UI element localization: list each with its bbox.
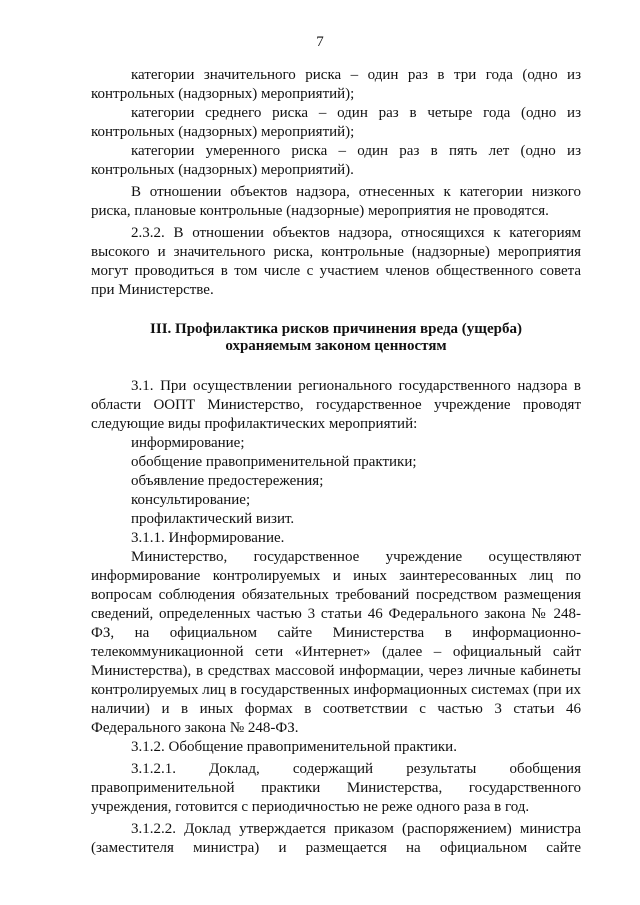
paragraph-low-risk: В отношении объектов надзора, отнесенных к категории низкого риска, плановые контрольные (надзорные) мероприятия не проводятся. <box>91 184 581 219</box>
measure-item: консультирование; <box>131 492 251 508</box>
measure-item: обобщение правоприменительной практики; <box>131 454 417 470</box>
paragraph-3-1: 3.1. При осуществлении регионального государственного надзора в области ООПТ Министерство, государственное учреждение проводят следующие виды профилактических мероприятий: <box>91 378 581 432</box>
paragraph-3-1-1-body: Министерство, государственное учреждение осуществляют информирование контролируемых и иных заинтересованных лиц по вопросам соблюдения обязательных требований посредством размещения сведений, определенных частью 3 статьи 46 Федерального закона № 248-ФЗ, на официальном сайте Министерства в информационно-телекоммуникационной сети «Интернет» (далее – официальный сайт Министерства), в средствах массовой информации, через личные кабинеты контролируемых лиц в государственных информационных системах (при их наличии) и в иных формах в соответствии с частью 3 статьи 46 Федерального закона № 248-ФЗ. <box>91 549 581 736</box>
paragraph-3-1-2-2: 3.1.2.2. Доклад утверждается приказом (распоряжением) министра (заместителя министра) и размещается на официальном сайте <box>91 821 581 856</box>
measure-item: объявление предостережения; <box>131 473 324 489</box>
document-body <box>91 66 581 858</box>
paragraph-3-1-2-title: 3.1.2. Обобщение правоприменительной практики. <box>131 739 457 755</box>
paragraph-3-1-1-title: 3.1.1. Информирование. <box>131 530 285 546</box>
section-heading-line-1: III. Профилактика рисков причинения вреда (ущерба) <box>150 321 522 337</box>
measure-item: информирование; <box>131 435 245 451</box>
section-heading <box>91 321 581 355</box>
paragraph-risk-significant: категории значительного риска – один раз в три года (одно из контрольных (надзорных) мероприятий); <box>91 67 581 102</box>
page-number: 7 <box>316 34 324 50</box>
measure-item: профилактический визит. <box>131 511 295 527</box>
paragraph-2-3-2: 2.3.2. В отношении объектов надзора, относящихся к категориям высокого и значительного риска, контрольные (надзорные) мероприятия могут проводиться в том числе с участием членов общественного совета при Министерстве. <box>91 225 581 298</box>
paragraph-risk-medium: категории среднего риска – один раз в четыре года (одно из контрольных (надзорных) мероприятий); <box>91 105 581 140</box>
paragraph-3-1-2-1: 3.1.2.1. Доклад, содержащий результаты обобщения правоприменительной практики Министерства, государственного учреждения, готовится с периодичностью не реже одного раза в год. <box>91 761 581 815</box>
section-heading-line-2: охраняемым законом ценностям <box>225 338 447 354</box>
paragraph-risk-moderate: категории умеренного риска – один раз в пять лет (одно из контрольных (надзорных) мероприятий). <box>91 143 581 178</box>
